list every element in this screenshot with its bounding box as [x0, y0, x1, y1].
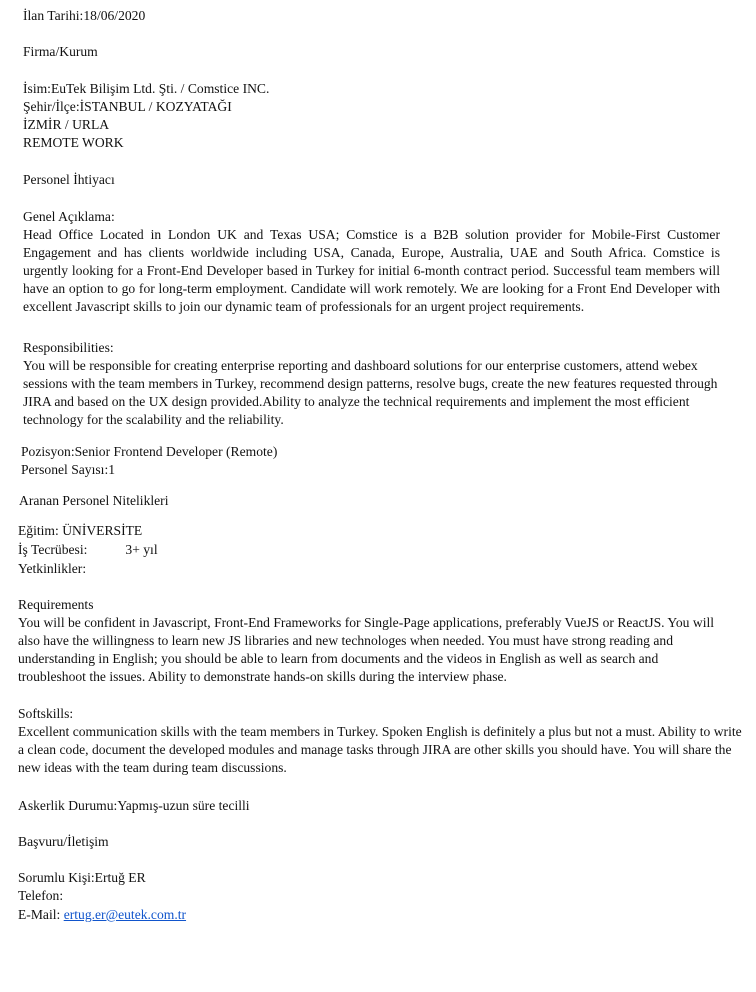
requirements-label: Requirements: [18, 597, 94, 612]
sehir-line: [23, 98, 232, 116]
genel-aciklama-text: Head Office Located in London UK and Texas USA; Comstice is a B2B solution provider for Mobile-First Customer Engagement and has clients worldwide including USA, Canada, Europe, Australia, UAE and South Africa. Comstice is urgently looking for a Front-End Developer based in Turkey for initial 6-month contract period. Successful team members will have an option to go for long-term employment. Candidate will work remotely. We are looking for a Front End Developer with excellent Javascript skills to join our dynamic team of professionals for an urgent project requirements.: [23, 227, 720, 314]
askerlik-value: Yapmış-uzun süre tecilli: [117, 798, 250, 813]
telefon-label: Telefon:: [18, 888, 64, 903]
pozisyon-label: Pozisyon:: [21, 444, 75, 459]
sorumlu-value: Ertuğ ER: [94, 870, 146, 885]
isim-line: [23, 80, 269, 98]
sehir-line-2: İZMİR / URLA: [23, 117, 110, 132]
egitim-value: ÜNİVERSİTE: [62, 523, 143, 538]
sehir-line-3: REMOTE WORK: [23, 135, 124, 150]
softskills-text: Excellent communication skills with the team members in Turkey. Spoken English is definitely a plus but not a must. Ability to write a clean code, document the developed modules and manage tasks through JIRA are other skills you should have. You will share the new ideas with the team during team discussions.: [18, 724, 742, 775]
email-link[interactable]: ertug.er@eutek.com.tr: [63, 907, 187, 922]
personel-sayisi-label: Personel Sayısı:: [21, 462, 109, 477]
ihtiyac-heading: Personel İhtiyacı: [23, 172, 115, 187]
requirements-text: You will be confident in Javascript, Front-End Frameworks for Single-Page applications, preferably VueJS or ReactJS. You will also have the willingness to learn new JS libraries and new technologes when needed. You must have strong reading and understanding in English; you should be able to learn from documents and the videos in English as well as search and troubleshoot the issues. Ability to demonstrate hands-on skills during the interview phase.: [18, 615, 715, 684]
nitelikler-heading: Aranan Personel Nitelikleri: [19, 493, 169, 508]
email-line: [18, 906, 186, 924]
ilan-tarihi-line: [23, 7, 145, 25]
firma-heading: Firma/Kurum: [23, 44, 98, 59]
softskills-label: Softskills:: [18, 706, 74, 721]
responsibilities-text: You will be responsible for creating enterprise reporting and dashboard solutions for our enterprise customers, attend webex sessions with the team members in Turkey, recommend design patterns, resolve bugs, create the new features requested through JIRA and based on the UX design provided.Ability to analyze the technical requirements and implement the most efficient technology for the scalability and the reliability.: [23, 358, 718, 427]
personel-sayisi-line: [21, 461, 115, 479]
tecrube-line: [18, 541, 158, 559]
pozisyon-value: Senior Frontend Developer (Remote): [74, 444, 278, 459]
iletisim-heading: Başvuru/İletişim: [18, 834, 109, 849]
tecrube-label: İş Tecrübesi:: [18, 542, 88, 557]
email-label: E-Mail:: [18, 907, 64, 922]
isim-label: İsim:: [23, 81, 51, 96]
ilan-tarihi-value: 18/06/2020: [83, 8, 146, 23]
yetkinlikler-label: Yetkinlikler:: [18, 561, 87, 576]
personel-sayisi-value: 1: [108, 462, 116, 477]
sorumlu-label: Sorumlu Kişi:: [18, 870, 95, 885]
egitim-line: [18, 522, 142, 540]
sorumlu-line: [18, 869, 146, 887]
pozisyon-line: [21, 443, 277, 461]
genel-aciklama-label: Genel Açıklama:: [23, 209, 115, 224]
isim-value: EuTek Bilişim Ltd. Şti. / Comstice INC.: [50, 81, 270, 96]
tecrube-value: 3+ yıl: [125, 542, 158, 557]
ilan-tarihi-label: İlan Tarihi:: [23, 8, 84, 23]
egitim-label: Eğitim:: [18, 523, 63, 538]
askerlik-line: [18, 797, 250, 815]
sehir-value: İSTANBUL / KOZYATAĞI: [79, 99, 232, 114]
sehir-label: Şehir/İlçe:: [23, 99, 80, 114]
askerlik-label: Askerlik Durumu:: [18, 798, 118, 813]
responsibilities-label: Responsibilities:: [23, 340, 114, 355]
